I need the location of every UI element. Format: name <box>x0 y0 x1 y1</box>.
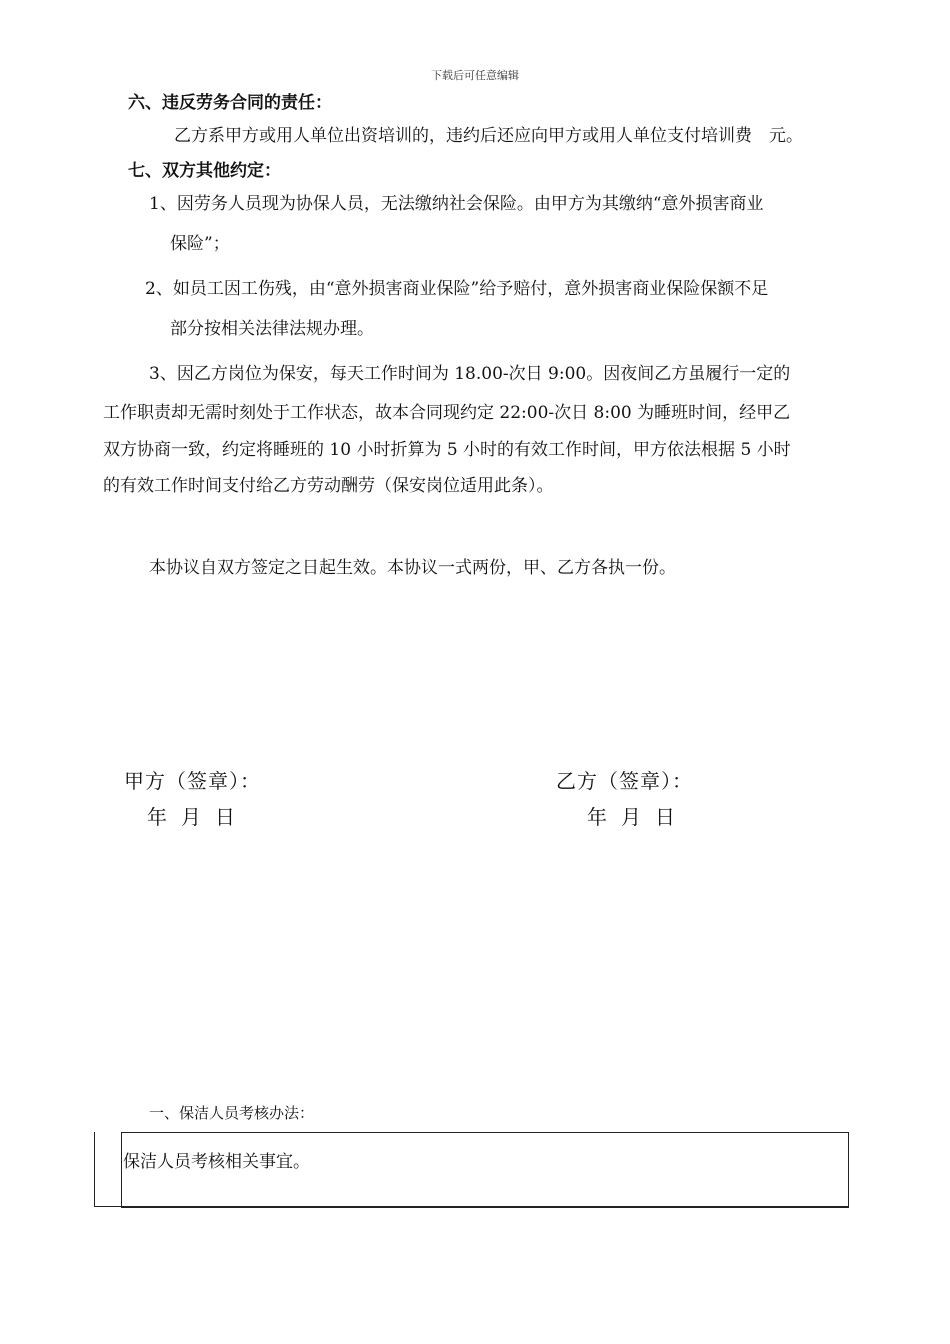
effective-clause: 本协议自双方签定之日起生效。本协议一式两份，甲、乙方各执一份。 <box>149 558 676 578</box>
table-left-border <box>94 1132 95 1207</box>
cleaning-heading: 一、保洁人员考核办法： <box>149 1104 315 1122</box>
clause3-line3: 双方协商一致，约定将睡班的 10 小时折算为 5 小时的有效工作时间，甲方依法根据 5 小时 <box>103 440 791 460</box>
clause3-line1: 3、因乙方岗位为保安，每天工作时间为 18.00-次日 9:00。因夜间乙方虽履行一定的 <box>149 364 791 384</box>
clause1-line1: 1、因劳务人员现为协保人员，无法缴纳社会保险。由甲方为其缴纳“意外损害商业 <box>149 194 764 214</box>
clause1-line2: 保险”； <box>170 234 230 254</box>
table-bottom-border <box>94 1206 848 1207</box>
page-header-note: 下载后可任意编辑 <box>431 69 519 82</box>
clause3-line2: 工作职责却无需时刻处于工作状态，故本合同现约定 22:00-次日 8:00 为睡班时间，经甲乙 <box>103 403 791 423</box>
clause3-line4: 的有效工作时间支付给乙方劳动酬劳（保安岗位适用此条）。 <box>103 476 554 496</box>
section6-text: 乙方系甲方或用人单位出资培训的，违约后还应向甲方或用人单位支付培训费 元。 <box>174 126 803 146</box>
party-b-date: 年月日 <box>587 805 689 829</box>
party-b-signature-label: 乙方（签章）： <box>556 769 693 793</box>
clause2-line1: 2、如员工因工伤残，由“意外损害商业保险”给予赔付，意外损害商业保险保额不足 <box>145 279 769 299</box>
party-a-date: 年月日 <box>147 805 249 829</box>
clause2-line2: 部分按相关法律法规办理。 <box>170 319 374 339</box>
section6-title: 六、违反劳务合同的责任： <box>128 93 332 113</box>
party-a-signature-label: 甲方（签章）： <box>124 769 261 793</box>
cleaning-table-text: 保洁人员考核相关事宜。 <box>123 1152 310 1172</box>
section7-title: 七、双方其他约定： <box>128 161 281 181</box>
